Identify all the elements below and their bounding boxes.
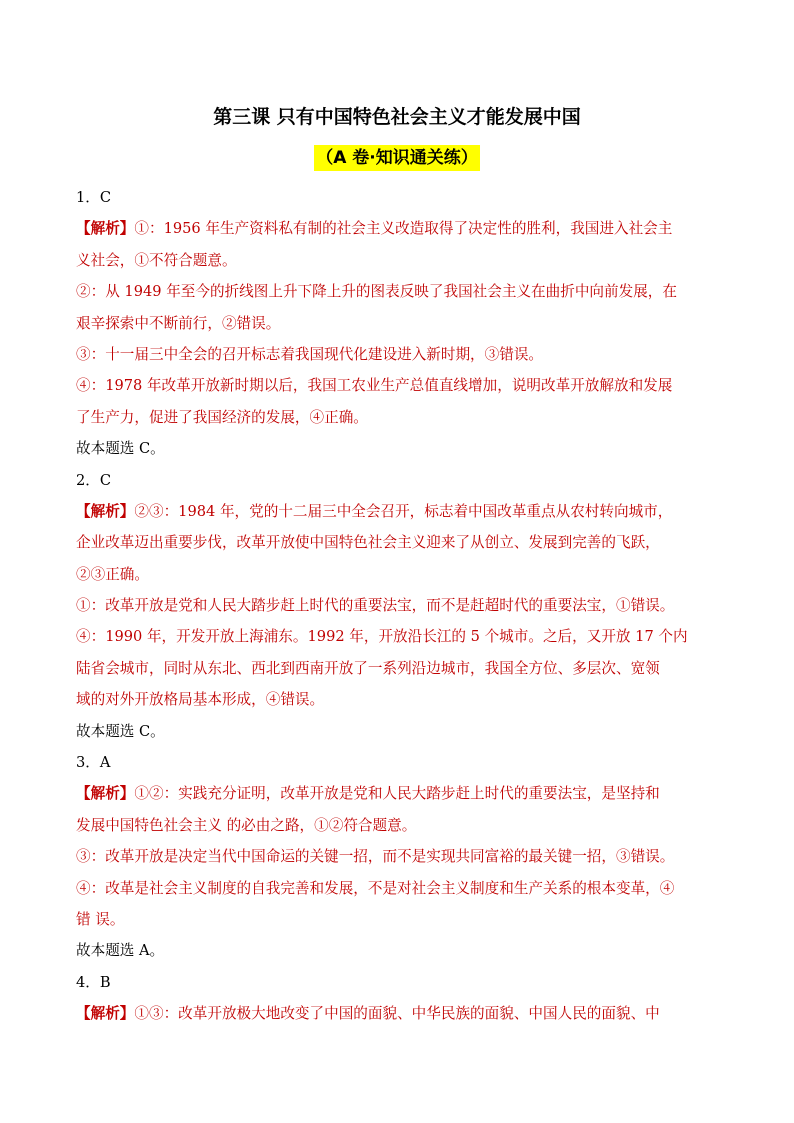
question-2-analysis-line: 域的对外开放格局基本形成，④错误。 bbox=[76, 691, 325, 709]
analysis-text: ②③：1984 年，党的十二届三中全会召开，标志着中国改革重点从农村转向城市， bbox=[134, 502, 673, 520]
analysis-text: ①③：改革开放极大地改变了中国的面貌、中华民族的面貌、中国人民的面貌、中 bbox=[134, 1005, 660, 1023]
question-1-analysis-line bbox=[76, 213, 720, 244]
question-4-analysis-line bbox=[76, 998, 720, 1029]
question-4-answer: 4．B bbox=[76, 973, 111, 991]
question-1-analysis-line: 艰辛探索中不断前行，②错误。 bbox=[76, 314, 281, 332]
question-3-conclusion: 故本题选 A。 bbox=[76, 942, 165, 960]
question-1-analysis-line: 义社会，①不符合题意。 bbox=[76, 251, 237, 269]
subtitle-container bbox=[0, 145, 794, 171]
question-1-answer: 1．C bbox=[76, 189, 112, 206]
page-subtitle: （A 卷·知识通关练） bbox=[314, 145, 480, 171]
analysis-tag: 【解析】 bbox=[76, 785, 135, 803]
question-2-answer: 2．C bbox=[76, 471, 112, 489]
question-1-analysis-line: ③：十一届三中全会的召开标志着我国现代化建设进入新时期，③错误。 bbox=[76, 345, 544, 363]
analysis-tag: 【解析】 bbox=[76, 220, 135, 238]
question-3-analysis-line: 错 误。 bbox=[76, 910, 125, 928]
question-2-analysis-line: 企业改革迈出重要步伐，改革开放使中国特色社会主义迎来了从创立、发展到完善的飞跃， bbox=[76, 534, 660, 552]
question-3-analysis-line bbox=[76, 778, 720, 809]
question-3-analysis-line: ④：改革是社会主义制度的自我完善和发展，不是对社会主义制度和生产关系的根本变革，④ bbox=[76, 879, 675, 897]
question-1-conclusion: 故本题选 C。 bbox=[76, 440, 165, 458]
answer-content bbox=[76, 182, 720, 1030]
question-3-analysis-line: 发展中国特色社会主义 的必由之路，①②符合题意。 bbox=[76, 816, 417, 834]
question-3-answer: 3．A bbox=[76, 754, 111, 772]
question-2-analysis-line bbox=[76, 496, 720, 527]
question-1-analysis-line: 了生产力，促进了我国经济的发展，④正确。 bbox=[76, 408, 368, 426]
question-2-analysis-line: ①：改革开放是党和人民大踏步赶上时代的重要法宝，而不是赶超时代的重要法宝，①错误。 bbox=[76, 597, 675, 615]
question-3-analysis-line: ③：改革开放是决定当代中国命运的关键一招，而不是实现共同富裕的最关键一招，③错误。 bbox=[76, 848, 675, 866]
analysis-text: ①：1956 年生产资料私有制的社会主义改造取得了决定性的胜利，我国进入社会主 bbox=[134, 220, 673, 238]
question-2-analysis-line: ②③正确。 bbox=[76, 565, 149, 583]
question-1-analysis-line: ②：从 1949 年至今的折线图上升下降上升的图表反映了我国社会主义在曲折中向前发展，在 bbox=[76, 283, 677, 301]
question-2-analysis-line: ④：1990 年，开发开放上海浦东。1992 年，开放沿长江的 5 个城市。之后，又开放 17 个内 bbox=[76, 628, 688, 646]
analysis-text: ①②：实践充分证明，改革开放是党和人民大踏步赶上时代的重要法宝，是坚持和 bbox=[134, 785, 660, 803]
question-2-conclusion: 故本题选 C。 bbox=[76, 722, 165, 740]
question-2-analysis-line: 陆省会城市，同时从东北、西北到西南开放了一系列沿边城市，我国全方位、多层次、宽领 bbox=[76, 659, 660, 677]
analysis-tag: 【解析】 bbox=[76, 1005, 135, 1023]
question-1-analysis-line: ④：1978 年改革开放新时期以后，我国工农业生产总值直线增加，说明改革开放解放和发展 bbox=[76, 377, 673, 395]
page-title: 第三课 只有中国特色社会主义才能发展中国 bbox=[213, 106, 581, 128]
analysis-tag: 【解析】 bbox=[76, 502, 135, 520]
